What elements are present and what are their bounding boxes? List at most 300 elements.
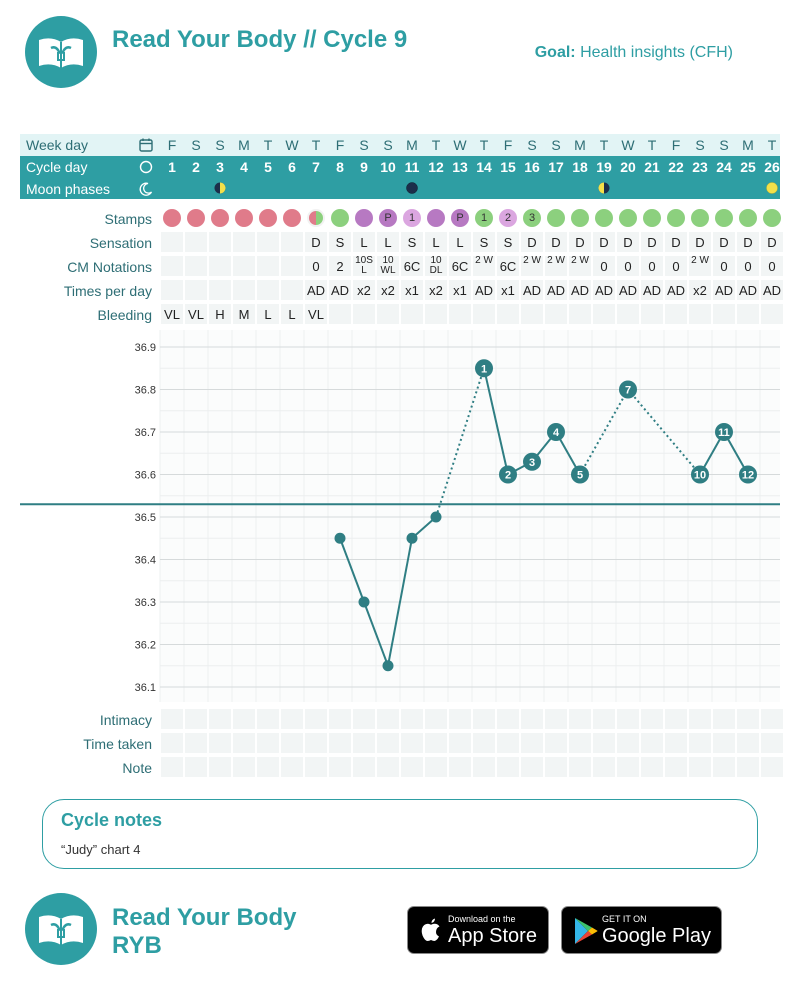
grid-cell: [497, 304, 519, 324]
cycle-day-cell: 14: [476, 159, 492, 175]
grid-cell: [425, 304, 447, 324]
grid-cell: [281, 256, 303, 276]
sensation-cell: D: [551, 235, 561, 250]
grid-cell: [713, 304, 735, 324]
intimacy-label: Intimacy: [99, 712, 152, 728]
sensation-cell: D: [671, 235, 681, 250]
cm-notation-cell: 2 W: [571, 255, 589, 266]
stamp-cell: [355, 209, 373, 227]
times-per-day-cell: AD: [738, 283, 758, 298]
y-tick-label: 36.1: [134, 682, 156, 694]
grid-cell: [209, 733, 231, 753]
grid-cell: [737, 709, 759, 729]
cm-notation-cell: 6C: [499, 259, 517, 274]
cm-notation-cell: 2 W: [547, 255, 565, 266]
time-taken-label: Time taken: [83, 736, 152, 752]
stamp-cell: 2: [499, 209, 517, 227]
cycle-notes-card: [42, 799, 758, 869]
bleeding-label: Bleeding: [97, 307, 152, 323]
weekday-cell: F: [167, 137, 177, 153]
y-tick-label: 36.2: [134, 639, 156, 652]
cycle-day-cell: 9: [360, 159, 368, 175]
sensation-cell: D: [311, 235, 321, 250]
cycle-day-row: [20, 156, 780, 178]
cm-notation-cell: 10S L: [355, 255, 373, 276]
grid-cell: [689, 304, 711, 324]
cycle-day-cell: 12: [428, 159, 444, 175]
times-per-day-cell: x1: [453, 283, 467, 298]
grid-cell: [593, 709, 615, 729]
cm-notation-cell: 10 DL: [429, 255, 443, 276]
weekday-cell: W: [621, 137, 635, 153]
grid-cell: [761, 709, 783, 729]
cm-notation-cell: 0: [720, 259, 728, 274]
temperature-point-label: 12: [741, 469, 755, 482]
grid-cell: [257, 280, 279, 300]
grid-cell: [233, 733, 255, 753]
grid-cell: [281, 757, 303, 777]
google-play-text: Google Play: [602, 925, 711, 947]
grid-cell: [161, 280, 183, 300]
cycle-day-cell: 5: [264, 159, 272, 175]
goal-text: [535, 44, 733, 62]
grid-cell: [497, 757, 519, 777]
app-store-small-text: Download on the: [448, 914, 516, 924]
grid-cell: [257, 757, 279, 777]
times-per-day-cell: AD: [594, 283, 614, 298]
grid-cell: [641, 757, 663, 777]
times-per-day-label: Times per day: [63, 283, 152, 299]
grid-cell: [353, 304, 375, 324]
grid-cell: [737, 757, 759, 777]
grid-cell: [713, 733, 735, 753]
weekday-cell: M: [742, 137, 754, 153]
grid-cell: [185, 757, 207, 777]
moon-phase-label: Moon phases: [26, 181, 111, 197]
grid-cell: [473, 757, 495, 777]
google-play-icon: [572, 916, 598, 946]
grid-cell: [401, 733, 423, 753]
grid-cell: [209, 709, 231, 729]
chart-background: [160, 330, 780, 702]
cycle-day-cell: 25: [740, 159, 756, 175]
grid-cell: [305, 709, 327, 729]
weekday-cell: F: [335, 137, 345, 153]
weekday-cell: F: [671, 137, 681, 153]
times-per-day-cell: x2: [381, 283, 395, 298]
grid-cell: [617, 709, 639, 729]
bleeding-cell: VL: [188, 307, 204, 322]
grid-cell: [713, 709, 735, 729]
grid-cell: [641, 709, 663, 729]
times-per-day-cell: AD: [546, 283, 566, 298]
stamp-cell: 1: [403, 209, 421, 227]
crescent-moon-icon: [138, 181, 154, 197]
stamp-cell: [259, 209, 277, 227]
grid-cell: [689, 709, 711, 729]
times-per-day-cell: x2: [429, 283, 443, 298]
app-store-badge[interactable]: [407, 906, 549, 954]
weekday-cell: S: [695, 137, 705, 153]
bleeding-cell: L: [288, 307, 296, 322]
grid-cell: [233, 757, 255, 777]
weekday-cell: W: [285, 137, 299, 153]
cm-notation-cell: 0: [744, 259, 752, 274]
cycle-day-cell: 4: [240, 159, 248, 175]
grid-cell: [185, 280, 207, 300]
grid-cell: [641, 304, 663, 324]
stamps-label: Stamps: [104, 211, 152, 227]
grid-cell: [233, 232, 255, 252]
grid-cell: [353, 733, 375, 753]
stamp-cell: [235, 209, 253, 227]
sensation-cell: D: [719, 235, 729, 250]
y-tick-label: 36.4: [134, 554, 156, 567]
stamp-cell: P: [379, 209, 397, 227]
grid-cell: [161, 757, 183, 777]
grid-cell: [185, 256, 207, 276]
sensation-cell: S: [503, 235, 513, 250]
y-tick-label: 36.3: [134, 597, 156, 609]
bleeding-cell: VL: [308, 307, 324, 322]
times-per-day-cell: AD: [330, 283, 350, 298]
cm-notation-cell: 6C: [403, 259, 421, 274]
cm-notation-cell: 0: [672, 259, 680, 274]
cm-notation-cell: 0: [600, 259, 608, 274]
cycle-day-cell: 16: [524, 159, 540, 175]
sensation-cell: D: [623, 235, 633, 250]
grid-cell: [281, 709, 303, 729]
cycle-day-cell: 7: [312, 159, 320, 175]
book-uterus-icon: [25, 16, 97, 88]
weekday-cell: T: [479, 137, 489, 153]
grid-cell: [713, 757, 735, 777]
grid-cell: [593, 757, 615, 777]
cycle-day-cell: 11: [404, 159, 420, 175]
grid-cell: [209, 232, 231, 252]
temperature-point: [359, 597, 370, 608]
grid-cell: [209, 256, 231, 276]
temperature-point: [407, 533, 418, 544]
footer-logo: [25, 893, 97, 965]
weekday-cell: M: [406, 137, 418, 153]
sensation-cell: L: [432, 235, 440, 250]
cycle-day-cell: 3: [216, 159, 224, 175]
stamp-cell: [691, 209, 709, 227]
grid-cell: [161, 709, 183, 729]
stamp-cell: [163, 209, 181, 227]
grid-cell: [665, 733, 687, 753]
cycle-day-cell: 13: [452, 159, 468, 175]
footer-title: Read Your Body: [112, 904, 297, 931]
cm-notations-label: CM Notations: [67, 259, 152, 275]
cycle-day-cell: 26: [764, 159, 780, 175]
apple-icon: [418, 916, 444, 946]
cm-notation-cell: 0: [624, 259, 632, 274]
grid-cell: [545, 733, 567, 753]
grid-cell: [281, 280, 303, 300]
grid-cell: [257, 232, 279, 252]
cycle-day-cell: 21: [644, 159, 660, 175]
cycle-notes-title: Cycle notes: [61, 810, 163, 830]
stamp-cell: [187, 209, 205, 227]
cm-notation-cell: 2: [336, 259, 344, 274]
grid-cell: [665, 757, 687, 777]
times-per-day-cell: AD: [570, 283, 590, 298]
grid-cell: [329, 757, 351, 777]
times-per-day-cell: AD: [762, 283, 782, 298]
grid-cell: [401, 757, 423, 777]
weekday-cell: M: [574, 137, 586, 153]
stamp-cell: [283, 209, 301, 227]
sensation-cell: D: [527, 235, 537, 250]
grid-cell: [473, 709, 495, 729]
grid-cell: [425, 757, 447, 777]
sensation-cell: D: [767, 235, 777, 250]
grid-cell: [737, 304, 759, 324]
sensation-cell: D: [695, 235, 705, 250]
cm-notation-cell: 0: [768, 259, 776, 274]
stamp-cell: [595, 209, 613, 227]
grid-cell: [377, 709, 399, 729]
moon-new-icon: [406, 182, 418, 194]
cycle-day-cell: 10: [380, 159, 396, 175]
bleeding-cell: M: [238, 307, 250, 322]
times-per-day-cell: x1: [501, 283, 515, 298]
cm-notation-cell: 2 W: [691, 255, 709, 266]
grid-cell: [761, 304, 783, 324]
temperature-point-label: 3: [528, 456, 536, 469]
weekday-cell: F: [503, 137, 513, 153]
grid-cell: [689, 733, 711, 753]
grid-cell: [473, 304, 495, 324]
grid-cell: [257, 256, 279, 276]
grid-cell: [665, 709, 687, 729]
grid-cell: [377, 757, 399, 777]
cycle-day-cell: 2: [192, 159, 200, 175]
footer-subtitle: RYB: [112, 932, 162, 959]
grid-cell: [401, 304, 423, 324]
sensation-cell: D: [575, 235, 585, 250]
grid-cell: [449, 733, 471, 753]
y-tick-label: 36.9: [134, 342, 156, 354]
grid-cell: [449, 757, 471, 777]
grid-cell: [449, 304, 471, 324]
grid-cell: [425, 733, 447, 753]
cycle-day-cell: 15: [500, 159, 516, 175]
grid-cell: [737, 733, 759, 753]
temperature-point: [335, 533, 346, 544]
cycle-day-cell: 1: [168, 159, 176, 175]
weekday-cell: W: [453, 137, 467, 153]
stamp-cell: [307, 209, 325, 227]
stamp-cell: [619, 209, 637, 227]
temperature-point: [383, 660, 394, 671]
grid-cell: [545, 709, 567, 729]
grid-cell: [521, 757, 543, 777]
sensation-cell: L: [384, 235, 392, 250]
temperature-point-label: 7: [624, 384, 632, 397]
grid-cell: [353, 709, 375, 729]
grid-cell: [377, 304, 399, 324]
sensation-cell: D: [743, 235, 753, 250]
grid-cell: [665, 304, 687, 324]
stamp-cell: [211, 209, 229, 227]
temperature-point-label: 4: [552, 427, 560, 439]
grid-cell: [305, 757, 327, 777]
grid-cell: [689, 757, 711, 777]
grid-cell: [569, 304, 591, 324]
app-store-text: App Store: [448, 925, 537, 947]
grid-cell: [401, 709, 423, 729]
grid-cell: [593, 304, 615, 324]
weekday-label: Week day: [26, 137, 88, 153]
times-per-day-cell: AD: [306, 283, 326, 298]
weekday-row: [20, 134, 780, 156]
grid-cell: [593, 733, 615, 753]
weekday-cell: M: [238, 137, 250, 153]
times-per-day-cell: x2: [357, 283, 371, 298]
grid-cell: [569, 709, 591, 729]
weekday-cell: S: [383, 137, 393, 153]
weekday-cell: S: [527, 137, 537, 153]
sensation-cell: S: [479, 235, 489, 250]
grid-cell: [329, 304, 351, 324]
grid-cell: [329, 709, 351, 729]
grid-cell: [449, 709, 471, 729]
grid-cell: [497, 733, 519, 753]
grid-cell: [617, 304, 639, 324]
y-tick-label: 36.5: [134, 512, 156, 524]
grid-cell: [329, 733, 351, 753]
grid-cell: [209, 280, 231, 300]
stamp-cell: [571, 209, 589, 227]
cycle-day-cell: 19: [596, 159, 612, 175]
weekday-cell: T: [311, 137, 321, 153]
cycle-notes-text: “Judy” chart 4: [61, 842, 141, 857]
stamp-cell: 1: [475, 209, 493, 227]
cycle-day-cell: 23: [692, 159, 708, 175]
bleeding-cell: H: [215, 307, 225, 322]
calendar-icon: [138, 137, 154, 153]
stamp-cell: [547, 209, 565, 227]
weekday-cell: S: [359, 137, 369, 153]
grid-cell: [497, 709, 519, 729]
bleeding-cell: VL: [164, 307, 180, 322]
bleeding-cell: L: [264, 307, 272, 322]
temperature-point-label: 1: [480, 363, 488, 376]
grid-cell: [233, 280, 255, 300]
grid-cell: [377, 733, 399, 753]
grid-cell: [185, 733, 207, 753]
moon-last-quarter-icon: [598, 182, 610, 194]
cycle-day-cell: 18: [572, 159, 588, 175]
weekday-cell: S: [215, 137, 225, 153]
y-tick-label: 36.6: [134, 469, 156, 482]
weekday-cell: S: [191, 137, 201, 153]
weekday-cell: S: [551, 137, 561, 153]
grid-cell: [209, 757, 231, 777]
times-per-day-cell: AD: [666, 283, 686, 298]
cycle-day-cell: 17: [548, 159, 564, 175]
y-tick-label: 36.7: [134, 427, 156, 439]
temperature-point-label: 2: [504, 469, 512, 482]
grid-cell: [161, 733, 183, 753]
grid-cell: [185, 709, 207, 729]
grid-cell: [161, 256, 183, 276]
cm-notation-cell: 10 WL: [380, 255, 396, 276]
grid-cell: [569, 757, 591, 777]
grid-cell: [473, 733, 495, 753]
cm-notation-cell: 0: [648, 259, 656, 274]
times-per-day-cell: AD: [474, 283, 494, 298]
sensation-cell: S: [407, 235, 417, 250]
temperature-chart: [0, 330, 800, 706]
times-per-day-cell: AD: [642, 283, 662, 298]
y-tick-label: 36.8: [134, 384, 156, 397]
temperature-point-label: 10: [693, 469, 707, 482]
times-per-day-cell: x1: [405, 283, 419, 298]
grid-cell: [257, 733, 279, 753]
google-play-small-text: GET IT ON: [602, 914, 647, 924]
stamp-cell: 3: [523, 209, 541, 227]
stamp-cell: [739, 209, 757, 227]
cycle-day-cell: 20: [620, 159, 636, 175]
cycle-day-cell: 22: [668, 159, 684, 175]
cm-notation-cell: 6C: [451, 259, 469, 274]
grid-cell: [617, 733, 639, 753]
grid-cell: [569, 733, 591, 753]
goal-label: Goal:: [534, 44, 576, 61]
stamp-cell: P: [451, 209, 469, 227]
page-title: Read Your Body // Cycle 9: [112, 26, 408, 53]
grid-cell: [761, 757, 783, 777]
grid-cell: [305, 733, 327, 753]
times-per-day-cell: AD: [618, 283, 638, 298]
weekday-cell: T: [599, 137, 609, 153]
moon-full-icon: [766, 182, 778, 194]
goal-value: Health insights (CFH): [580, 44, 733, 61]
grid-cell: [233, 256, 255, 276]
grid-cell: [233, 709, 255, 729]
stamp-cell: [667, 209, 685, 227]
temperature-point-label: 11: [718, 427, 730, 439]
grid-cell: [545, 304, 567, 324]
grid-cell: [521, 709, 543, 729]
sensation-cell: D: [599, 235, 609, 250]
moon-first-quarter-icon: [214, 182, 226, 194]
grid-cell: [425, 709, 447, 729]
app-logo: [25, 16, 97, 88]
google-play-badge[interactable]: [561, 906, 722, 954]
cycle-day-label: Cycle day: [26, 159, 88, 175]
cycle-day-cell: 6: [288, 159, 296, 175]
grid-cell: [641, 733, 663, 753]
weekday-cell: S: [719, 137, 729, 153]
weekday-cell: T: [767, 137, 777, 153]
sensation-cell: L: [456, 235, 464, 250]
grid-cell: [281, 232, 303, 252]
grid-cell: [257, 709, 279, 729]
times-per-day-cell: AD: [714, 283, 734, 298]
weekday-cell: T: [431, 137, 441, 153]
sensation-label: Sensation: [89, 235, 152, 251]
stamp-cell: [427, 209, 445, 227]
temperature-point: [431, 512, 442, 523]
stamp-cell: [715, 209, 733, 227]
grid-cell: [185, 232, 207, 252]
grid-cell: [521, 304, 543, 324]
